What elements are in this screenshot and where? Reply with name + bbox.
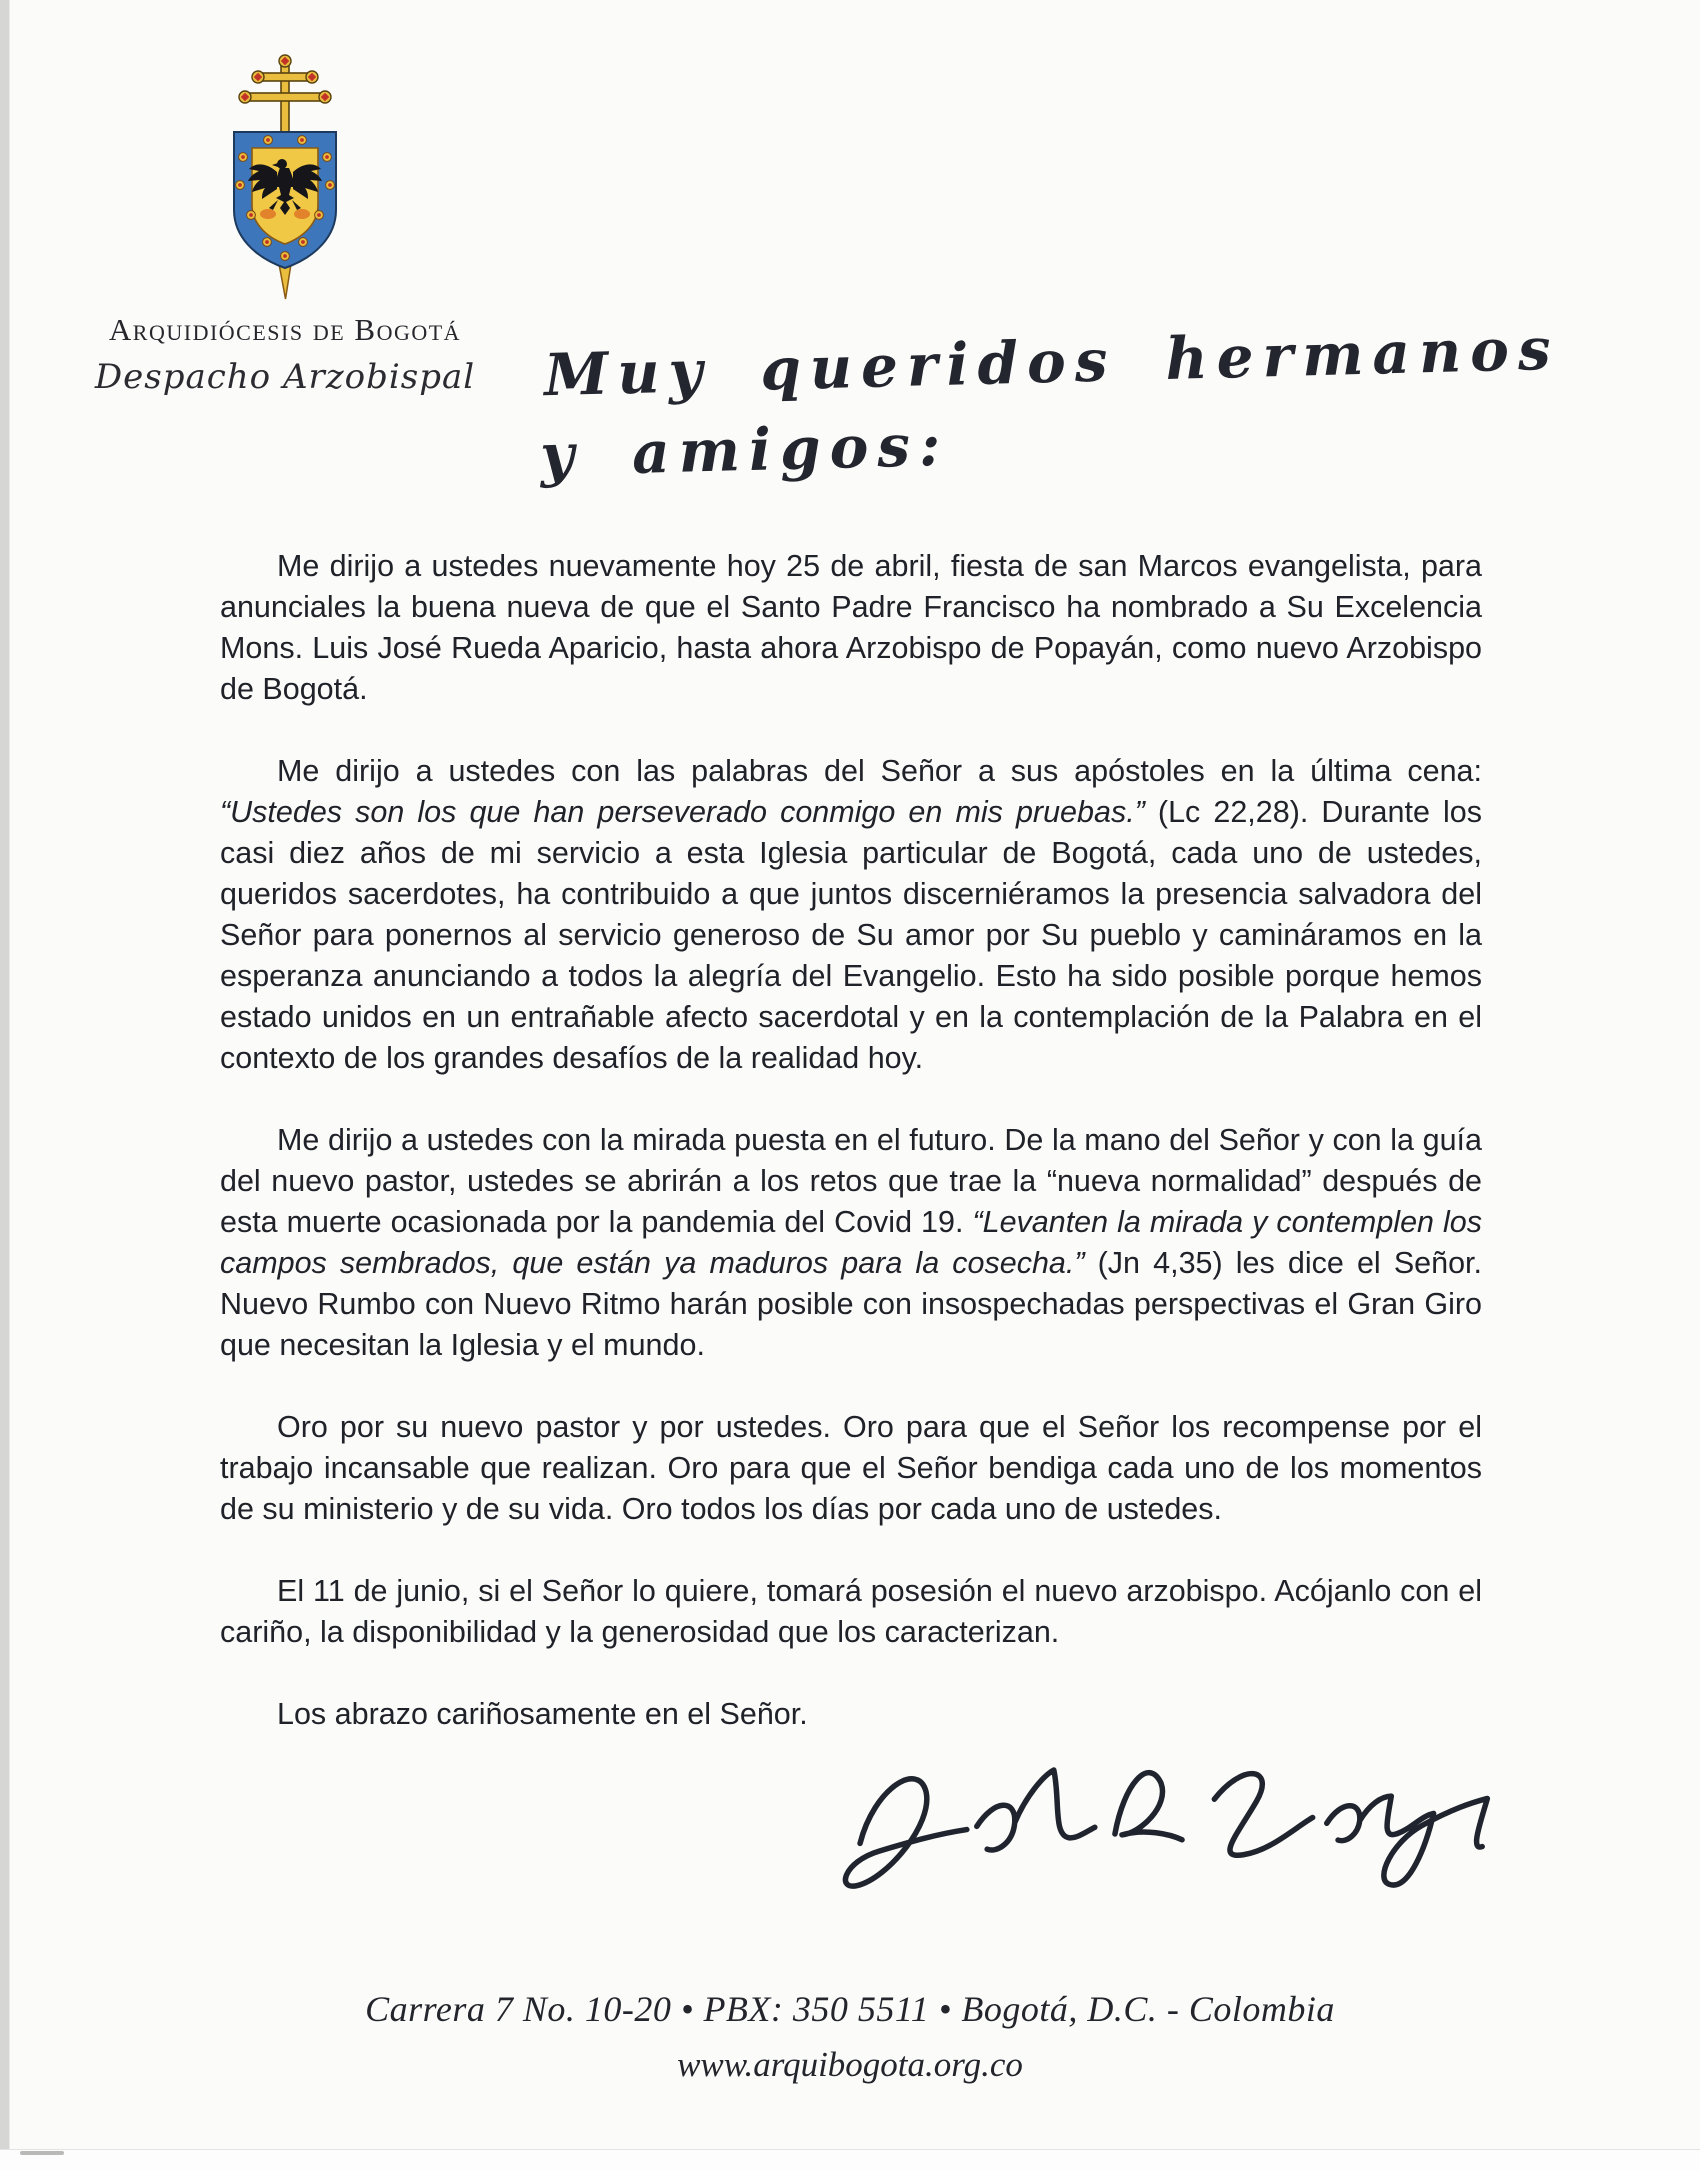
paragraph-possession-date [220, 1571, 1482, 1653]
footer-website: www.arquibogota.org.co [677, 2045, 1023, 2084]
scan-corner-mark [20, 2151, 64, 2155]
text-segment: Oro por su nuevo pastor y por ustedes. Oro para que el Señor los recompense por el trabajo incansable que realizan. Oro para que el Señor bendiga cada uno de los momentos de su ministerio y de su vida. Oro todos los días por cada uno de ustedes. [220, 1410, 1482, 1526]
signature-cardinal [813, 1732, 1526, 1944]
paragraph-last-supper [220, 751, 1482, 1079]
text-segment: Los abrazo cariñosamente en el Señor. [277, 1697, 808, 1731]
text-segment: El 11 de junio, si el Señor lo quiere, tomará posesión el nuevo arzobispo. Acójanlo con el cariño, la disponibilidad y la generosidad que los caracterizan. [220, 1574, 1482, 1649]
letter-footer [0, 1988, 1700, 2085]
footer-address: Carrera 7 No. 10-20 • PBX: 350 5511 • Bogotá, D.C. - Colombia [365, 1989, 1335, 2029]
signature-scribble-icon [813, 1732, 1526, 1944]
office-name: Despacho Arzobispal [94, 357, 476, 397]
letterhead [40, 52, 530, 397]
text-segment: (Lc 22,28). Durante los casi diez años de mi servicio a esta Iglesia particular de Bogotá, cada uno de ustedes, queridos sacerdotes, ha contribuido a que juntos discerniéramos la presencia salvadora del Señor para ponernos al servicio generoso de Su amor por Su pueblo y camináramos en la esperanza anunciando a todos la alegría del Evangelio. Esto ha sido posible porque hemos estado unidos en un entrañable afecto sacerdotal y en la contemplación de la Palabra en el contexto de los grandes desafíos de la realidad hoy. [220, 795, 1483, 1075]
letter-body [220, 546, 1482, 1776]
organization-name: Arquidiócesis de Bogotá [108, 312, 462, 347]
greeting-line-1: Muy queridos hermanos [543, 314, 1561, 410]
paragraph-future [220, 1120, 1482, 1366]
coat-of-arms-icon [219, 52, 351, 302]
scripture-quote-jn-4-35: “Levanten la mirada y contemplen los campos sembrados, que están ya maduros para la cosecha.” [220, 1205, 1482, 1280]
paragraph-announcement [220, 546, 1482, 710]
paragraph-prayer [220, 1407, 1482, 1530]
text-segment: Me dirijo a ustedes nuevamente hoy 25 de abril, fiesta de san Marcos evangelista, para anunciales la buena nueva de que el Santo Padre Francisco ha nombrado a Su Excelencia Mons. Luis José Rueda Aparicio, hasta ahora Arzobispo de Popayán, como nuevo Arzobispo de Bogotá. [220, 549, 1482, 706]
text-segment: Me dirijo a ustedes con las palabras del Señor a sus apóstoles en la última cena: [277, 754, 1482, 788]
scan-edge-artifact-bottom [0, 2149, 1700, 2170]
scan-edge-artifact-left [0, 0, 10, 2152]
text-segment: (Jn 4,35) les dice el Señor. Nuevo Rumbo con Nuevo Ritmo harán posible con insospechadas perspectivas el Gran Giro que necesitan la Iglesia y el mundo. [220, 1246, 1482, 1362]
text-segment: Me dirijo a ustedes con la mirada puesta en el futuro. De la mano del Señor y con la guía del nuevo pastor, ustedes se abrirán a los retos que trae la “nueva normalidad” después de esta muerte ocasionada por la pandemia del Covid 19. [220, 1123, 1482, 1239]
greeting-line-2: y amigos: [539, 410, 951, 490]
scripture-quote-lc-22-28: “Ustedes son los que han perseverado conmigo en mis pruebas.” [220, 795, 1145, 829]
handwritten-greeting [539, 314, 1562, 490]
paragraph-farewell [220, 1694, 1482, 1735]
